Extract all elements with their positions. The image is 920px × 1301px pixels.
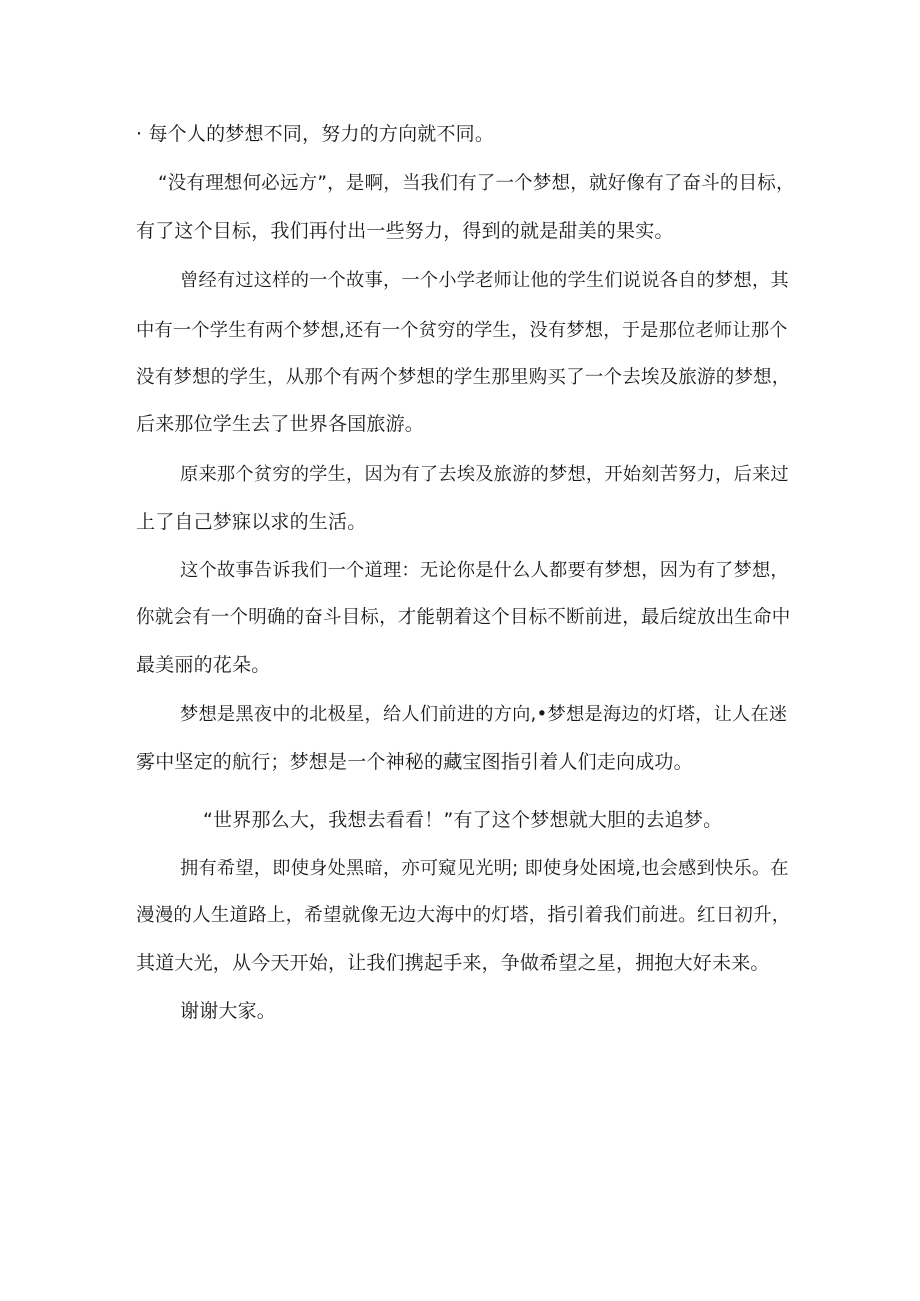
text-line: 这个故事告诉我们一个道理：无论你是什么人都要有梦想，因为有了梦想， — [180, 560, 789, 581]
text-line: 拥有希望，即使身处黑暗，亦可窥见光明; 即使身处困境,也会感到快乐。在 — [180, 858, 789, 879]
text-line: “没有理想何必远方”，是啊，当我们有了一个梦想，就好像有了奋斗的目标， — [158, 173, 795, 194]
text-line: 有了这个目标，我们再付出一些努力，得到的就是甜美的果实。 — [136, 220, 674, 242]
text-line: 其道大光，从今天开始，让我们携起手来，争做希望之星，拥抱大好未来。 — [136, 952, 770, 974]
text-line: 原来那个贫穷的学生，因为有了去埃及旅游的梦想，开始刻苦努力，后来过 — [180, 464, 789, 485]
text-line: 梦想是黑夜中的北极星，给人们前进的方向,•梦想是海边的灯塔，让人在迷 — [180, 704, 788, 725]
text-line: 漫漫的人生道路上，希望就像无边大海中的灯塔，指引着我们前进。红日初升， — [136, 905, 791, 926]
text-line: · 每个人的梦想不同，努力的方向就不同。 — [136, 123, 495, 145]
text-line: 上了自己梦寐以求的生活。 — [136, 511, 367, 533]
text-line: 后来那位学生去了世界各国旅游。 — [136, 413, 425, 435]
text-line: 曾经有过这样的一个故事，一个小学老师让他的学生们说说各自的梦想，其 — [180, 270, 789, 291]
text-line: 最美丽的花朵。 — [136, 654, 271, 676]
text-line: 没有梦想的学生，从那个有两个梦想的学生那里购买了一个去埃及旅游的梦想， — [136, 367, 791, 388]
text-line: 雾中坚定的航行；梦想是一个神秘的藏宝图指引着人们走向成功。 — [136, 751, 693, 773]
text-line: 你就会有一个明确的奋斗目标，才能朝着这个目标不断前进，最后绽放出生命中 — [136, 607, 791, 628]
text-line: 谢谢大家。 — [180, 1000, 277, 1022]
text-line: 中有一个学生有两个梦想,还有一个贫穷的学生，没有梦想，于是那位老师让那个 — [136, 320, 788, 341]
text-line: “世界那么大，我想去看看！”有了这个梦想就大胆的去追梦。 — [203, 809, 723, 831]
